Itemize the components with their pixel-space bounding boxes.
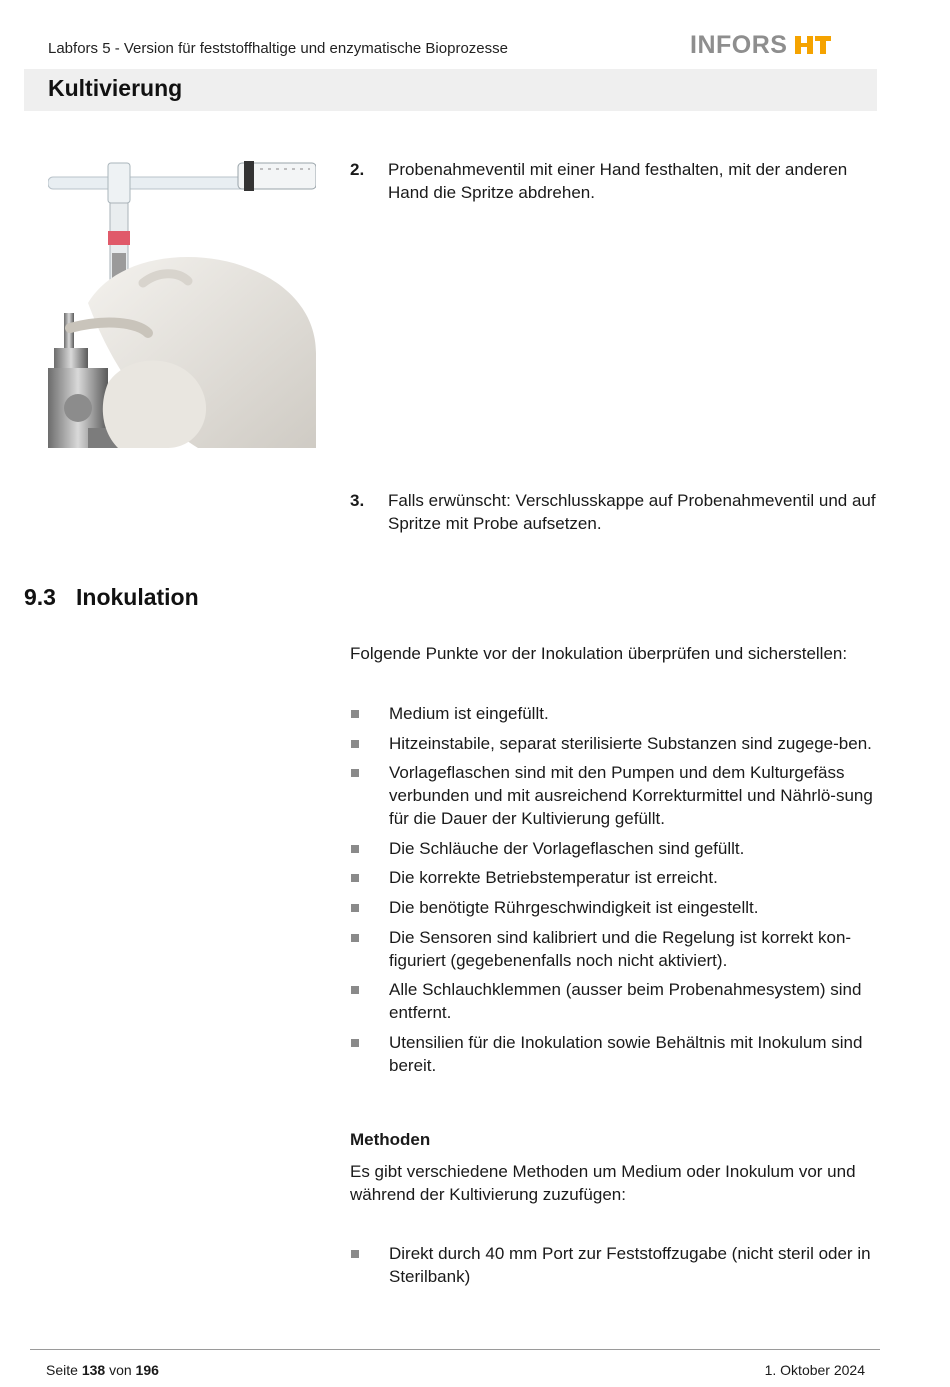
- footer-divider: [30, 1349, 880, 1350]
- section-heading-title: Inokulation: [76, 584, 199, 610]
- inoculation-checklist: [350, 702, 880, 1083]
- list-item: Hitzeinstabile, separat sterilisierte Substanzen sind zugege-ben.: [350, 732, 880, 755]
- square-bullet-icon: [351, 934, 359, 942]
- list-item: Direkt durch 40 mm Port zur Feststoffzugabe (nicht steril oder in Sterilbank): [350, 1242, 880, 1288]
- list-item: Utensilien für die Inokulation sowie Behältnis mit Inokulum sind bereit.: [350, 1031, 880, 1077]
- methods-heading: Methoden: [350, 1130, 431, 1149]
- list-item: Die Sensoren sind kalibriert und die Regelung ist korrekt kon-figuriert (gegebenenfalls noch nicht aktiviert).: [350, 926, 880, 972]
- footer-date: 1. Oktober 2024: [764, 1362, 865, 1378]
- square-bullet-icon: [351, 769, 359, 777]
- step-number: 2.: [350, 160, 365, 179]
- checklist-intro: Folgende Punkte vor der Inokulation überprüfen und sicherstellen:: [350, 644, 848, 663]
- sampling-syringe-photo: [48, 153, 316, 448]
- step-text: Probenahmeventil mit einer Hand festhalten, mit der anderen Hand die Spritze abdrehen.: [388, 160, 848, 202]
- list-item: Die benötigte Rührgeschwindigkeit ist eingestellt.: [350, 896, 880, 919]
- list-item: Die korrekte Betriebstemperatur ist erreicht.: [350, 866, 880, 889]
- methods-intro: Es gibt verschiedene Methoden um Medium oder Inokulum vor und während der Kultivierung zuzufügen:: [350, 1162, 856, 1204]
- step-text: Falls erwünscht: Verschlusskappe auf Probenahmeventil und auf Spritze mit Probe aufsetzen.: [388, 491, 876, 533]
- infors-ht-logo: [690, 30, 833, 60]
- square-bullet-icon: [351, 874, 359, 882]
- list-item: Alle Schlauchklemmen (ausser beim Probenahmesystem) sind entfernt.: [350, 978, 880, 1024]
- list-item: Medium ist eingefüllt.: [350, 702, 880, 725]
- methods-list: [350, 1242, 880, 1295]
- page-number: Seite 138 von 196: [46, 1362, 159, 1378]
- square-bullet-icon: [351, 740, 359, 748]
- document-title: Labfors 5 - Version für feststoffhaltige und enzymatische Bioprozesse: [48, 40, 508, 57]
- square-bullet-icon: [351, 1250, 359, 1258]
- square-bullet-icon: [351, 986, 359, 994]
- square-bullet-icon: [351, 845, 359, 853]
- list-item: Die Schläuche der Vorlageflaschen sind gefüllt.: [350, 837, 880, 860]
- step-3: [350, 489, 880, 535]
- list-item: Vorlageflaschen sind mit den Pumpen und dem Kulturgefäss verbunden und mit ausreichend Korrekturmittel und Nährlö-sung für die Dauer der Kultivierung gefüllt.: [350, 761, 880, 830]
- logo-text: INFORS: [690, 30, 788, 59]
- section-title: Kultivierung: [48, 75, 183, 101]
- square-bullet-icon: [351, 710, 359, 718]
- step-number: 3.: [350, 491, 365, 510]
- section-heading-9-3: [24, 584, 199, 611]
- square-bullet-icon: [351, 1039, 359, 1047]
- logo-ht-mark: [793, 33, 833, 57]
- section-number: 9.3: [24, 584, 56, 610]
- step-2: [350, 158, 880, 204]
- square-bullet-icon: [351, 904, 359, 912]
